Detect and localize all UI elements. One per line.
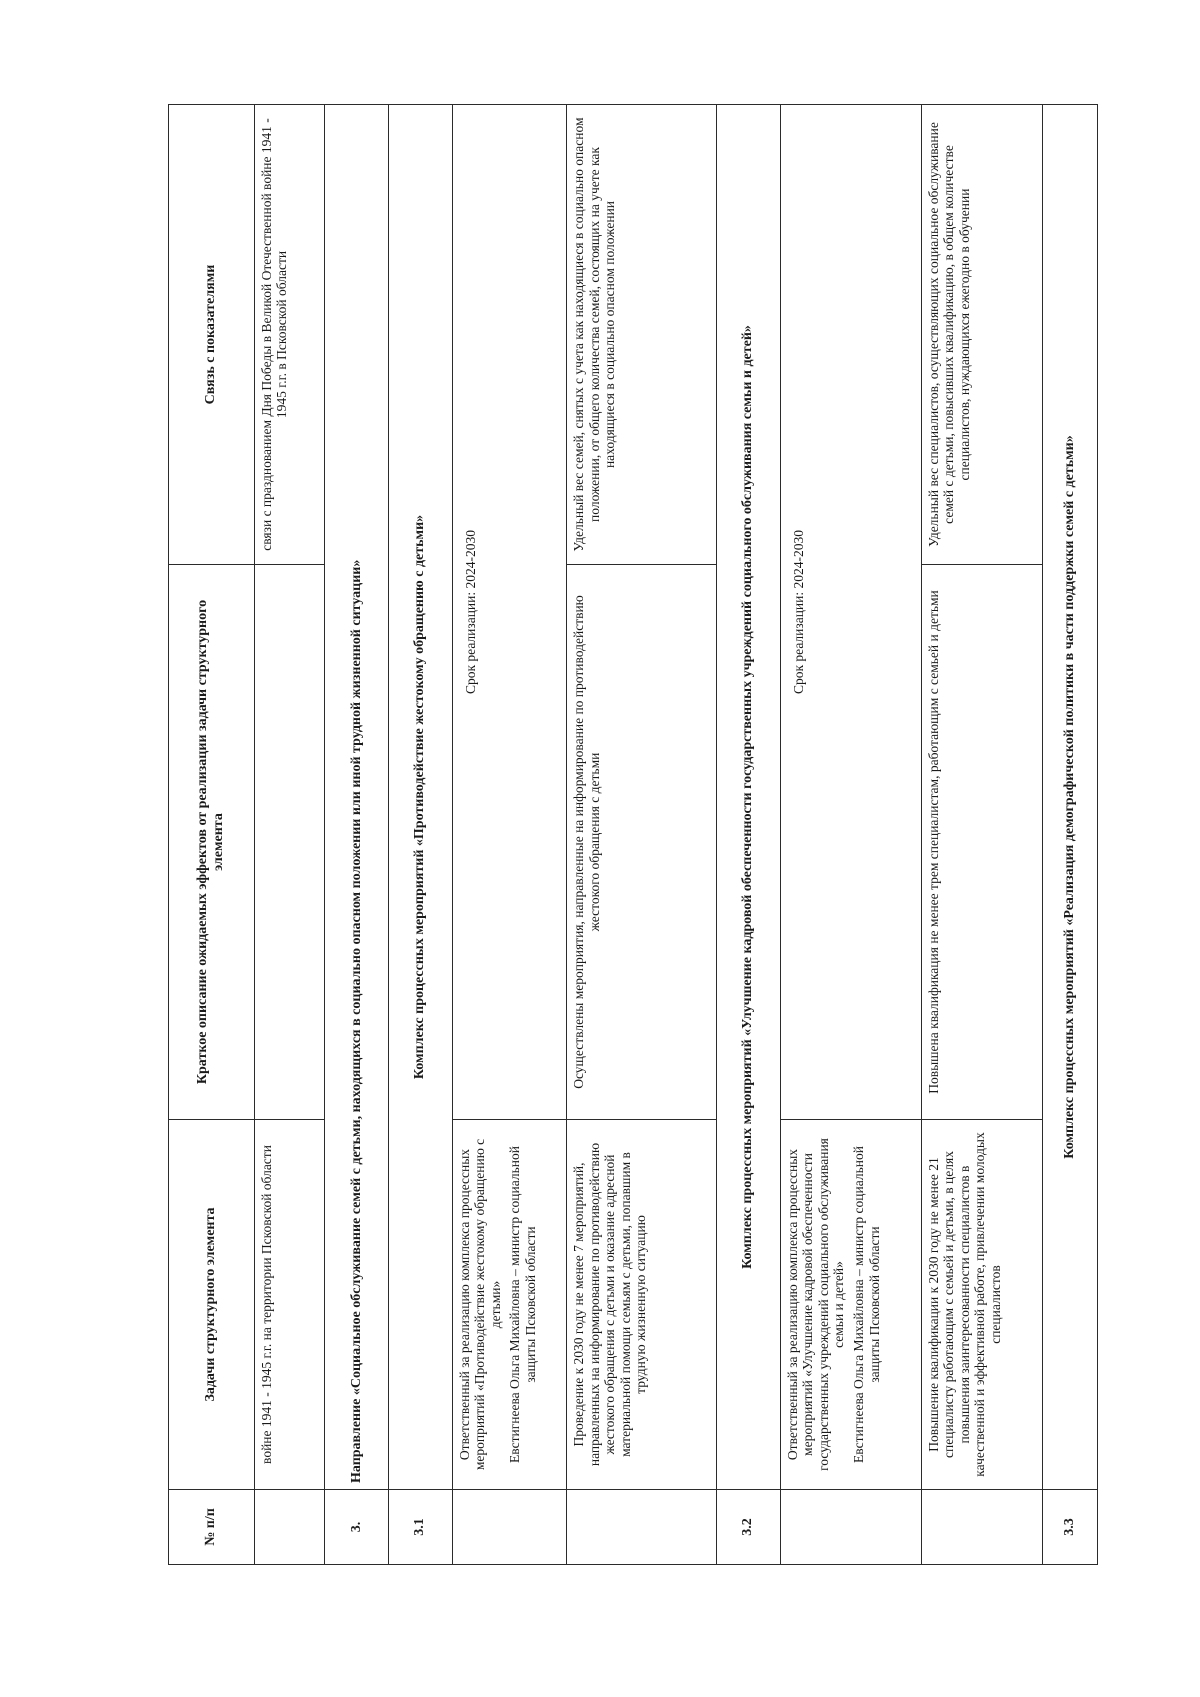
row32-term: Срок реализации: 2024-2030 (780, 105, 921, 1120)
row32-title: Комплекс процессных мероприятий «Улучшение кадровой обеспеченности государственных учреждений социального обслуживания семьи и детей» (717, 105, 781, 1490)
row32-effect: Повышена квалификация не менее трем специалистам, работающим с семьей и детьми (921, 565, 1042, 1120)
row32-task-num (921, 1490, 1042, 1565)
row32-link: Удельный вес специалистов, осуществляющих социальное обслуживание семей с детьми, повысивших квалификацию, в общем количестве специалистов, нуждающихся ежегодно в обучении (921, 105, 1042, 565)
header-tasks: Задачи структурного элемента (169, 1120, 255, 1490)
table-row-direction-3 (325, 105, 389, 1565)
row33-title: Комплекс процессных мероприятий «Реализация демографической политики в части поддержки семей с детьми» (1042, 105, 1097, 1490)
row31-num: 3.1 (389, 1490, 453, 1565)
row3-title: Направление «Социальное обслуживание семей с детьми, находящихся в социально опасном положении или иной трудной жизненной ситуации» (325, 105, 389, 1490)
row33-num: 3.3 (1042, 1490, 1097, 1565)
row32-responsible (780, 1120, 921, 1490)
header-link: Связь с показателями (169, 105, 255, 565)
table-row-responsible-3-2 (780, 105, 921, 1565)
table-row-task-3-1 (567, 105, 717, 1565)
header-effects: Краткое описание ожидаемых эффектов от реализации задачи структурного элемента (169, 565, 255, 1120)
row32-resp-num (780, 1490, 921, 1565)
row31-term: Срок реализации: 2024-2030 (452, 105, 566, 1120)
row3-num: 3. (325, 1490, 389, 1565)
row31-task-num (567, 1490, 717, 1565)
row31-responsible-b: Евстигнеева Ольга Михайловна – министр социальной защиты Псковской области (507, 1146, 538, 1463)
row31-resp-num (452, 1490, 566, 1565)
row32-responsible-b: Евстигнеева Ольга Михайловна – министр социальной защиты Псковской области (850, 1146, 882, 1463)
row31-title: Комплекс процессных мероприятий «Противодействие жестокому обращению с детьми» (389, 105, 453, 1490)
row31-task: Проведение к 2030 году не менее 7 мероприятий, направленных на информирование по противодействию жестокого обращения с детьми и оказание адресной материальной помощи семьям с детьми, попавшим в трудную жизненную ситуацию (567, 1120, 717, 1490)
row32-task: Повышение квалификации к 2030 году не менее 21 специалисту работающим с семьей и детьми, в целях повышения заинтересованности специалистов в качественной и эффективной работе, привлечении молодых специалистов (921, 1120, 1042, 1490)
row32-num: 3.2 (717, 1490, 781, 1565)
table-row-complex-3-1 (389, 105, 453, 1565)
row31-responsible-a: Ответственный за реализацию комплекса процессных мероприятий «Противодействие жестокому обращению с детьми» (456, 1138, 503, 1471)
row32-responsible-a: Ответственный за реализацию комплекса процессных мероприятий «Улучшение кадровой обеспеченности государственных учреждений социального обслуживания семьи и детей» (784, 1138, 847, 1471)
row31-effect: Осуществлены мероприятия, направленные на информирование по противодействию жестокого обращения с детьми (567, 565, 717, 1120)
structural-elements-table (168, 104, 1098, 1565)
cont-num (254, 1490, 324, 1565)
table-header-row (169, 105, 255, 1565)
cont-link: связи с празднованием Дня Победы в Великой Отечественной войне 1941 - 1945 г.г. в Псковской области (254, 105, 324, 565)
rotated-table-wrapper (168, 105, 1098, 1565)
row31-link: Удельный вес семей, снятых с учета как находящиеся в социально опасном положении, от общего количества семей, состоящих на учете как находящиеся в социально опасном положении (567, 105, 717, 565)
cont-task: войне 1941 - 1945 г.г. на территории Псковской области (254, 1120, 324, 1490)
table-row-complex-3-3 (1042, 105, 1097, 1565)
table-row-responsible-3-1 (452, 105, 566, 1565)
table-row-task-3-2 (921, 105, 1042, 1565)
row31-responsible (452, 1120, 566, 1490)
table-row-continuation (254, 105, 324, 1565)
cont-effect (254, 565, 324, 1120)
table-row-complex-3-2 (717, 105, 781, 1565)
header-num: № п/п (169, 1490, 255, 1565)
